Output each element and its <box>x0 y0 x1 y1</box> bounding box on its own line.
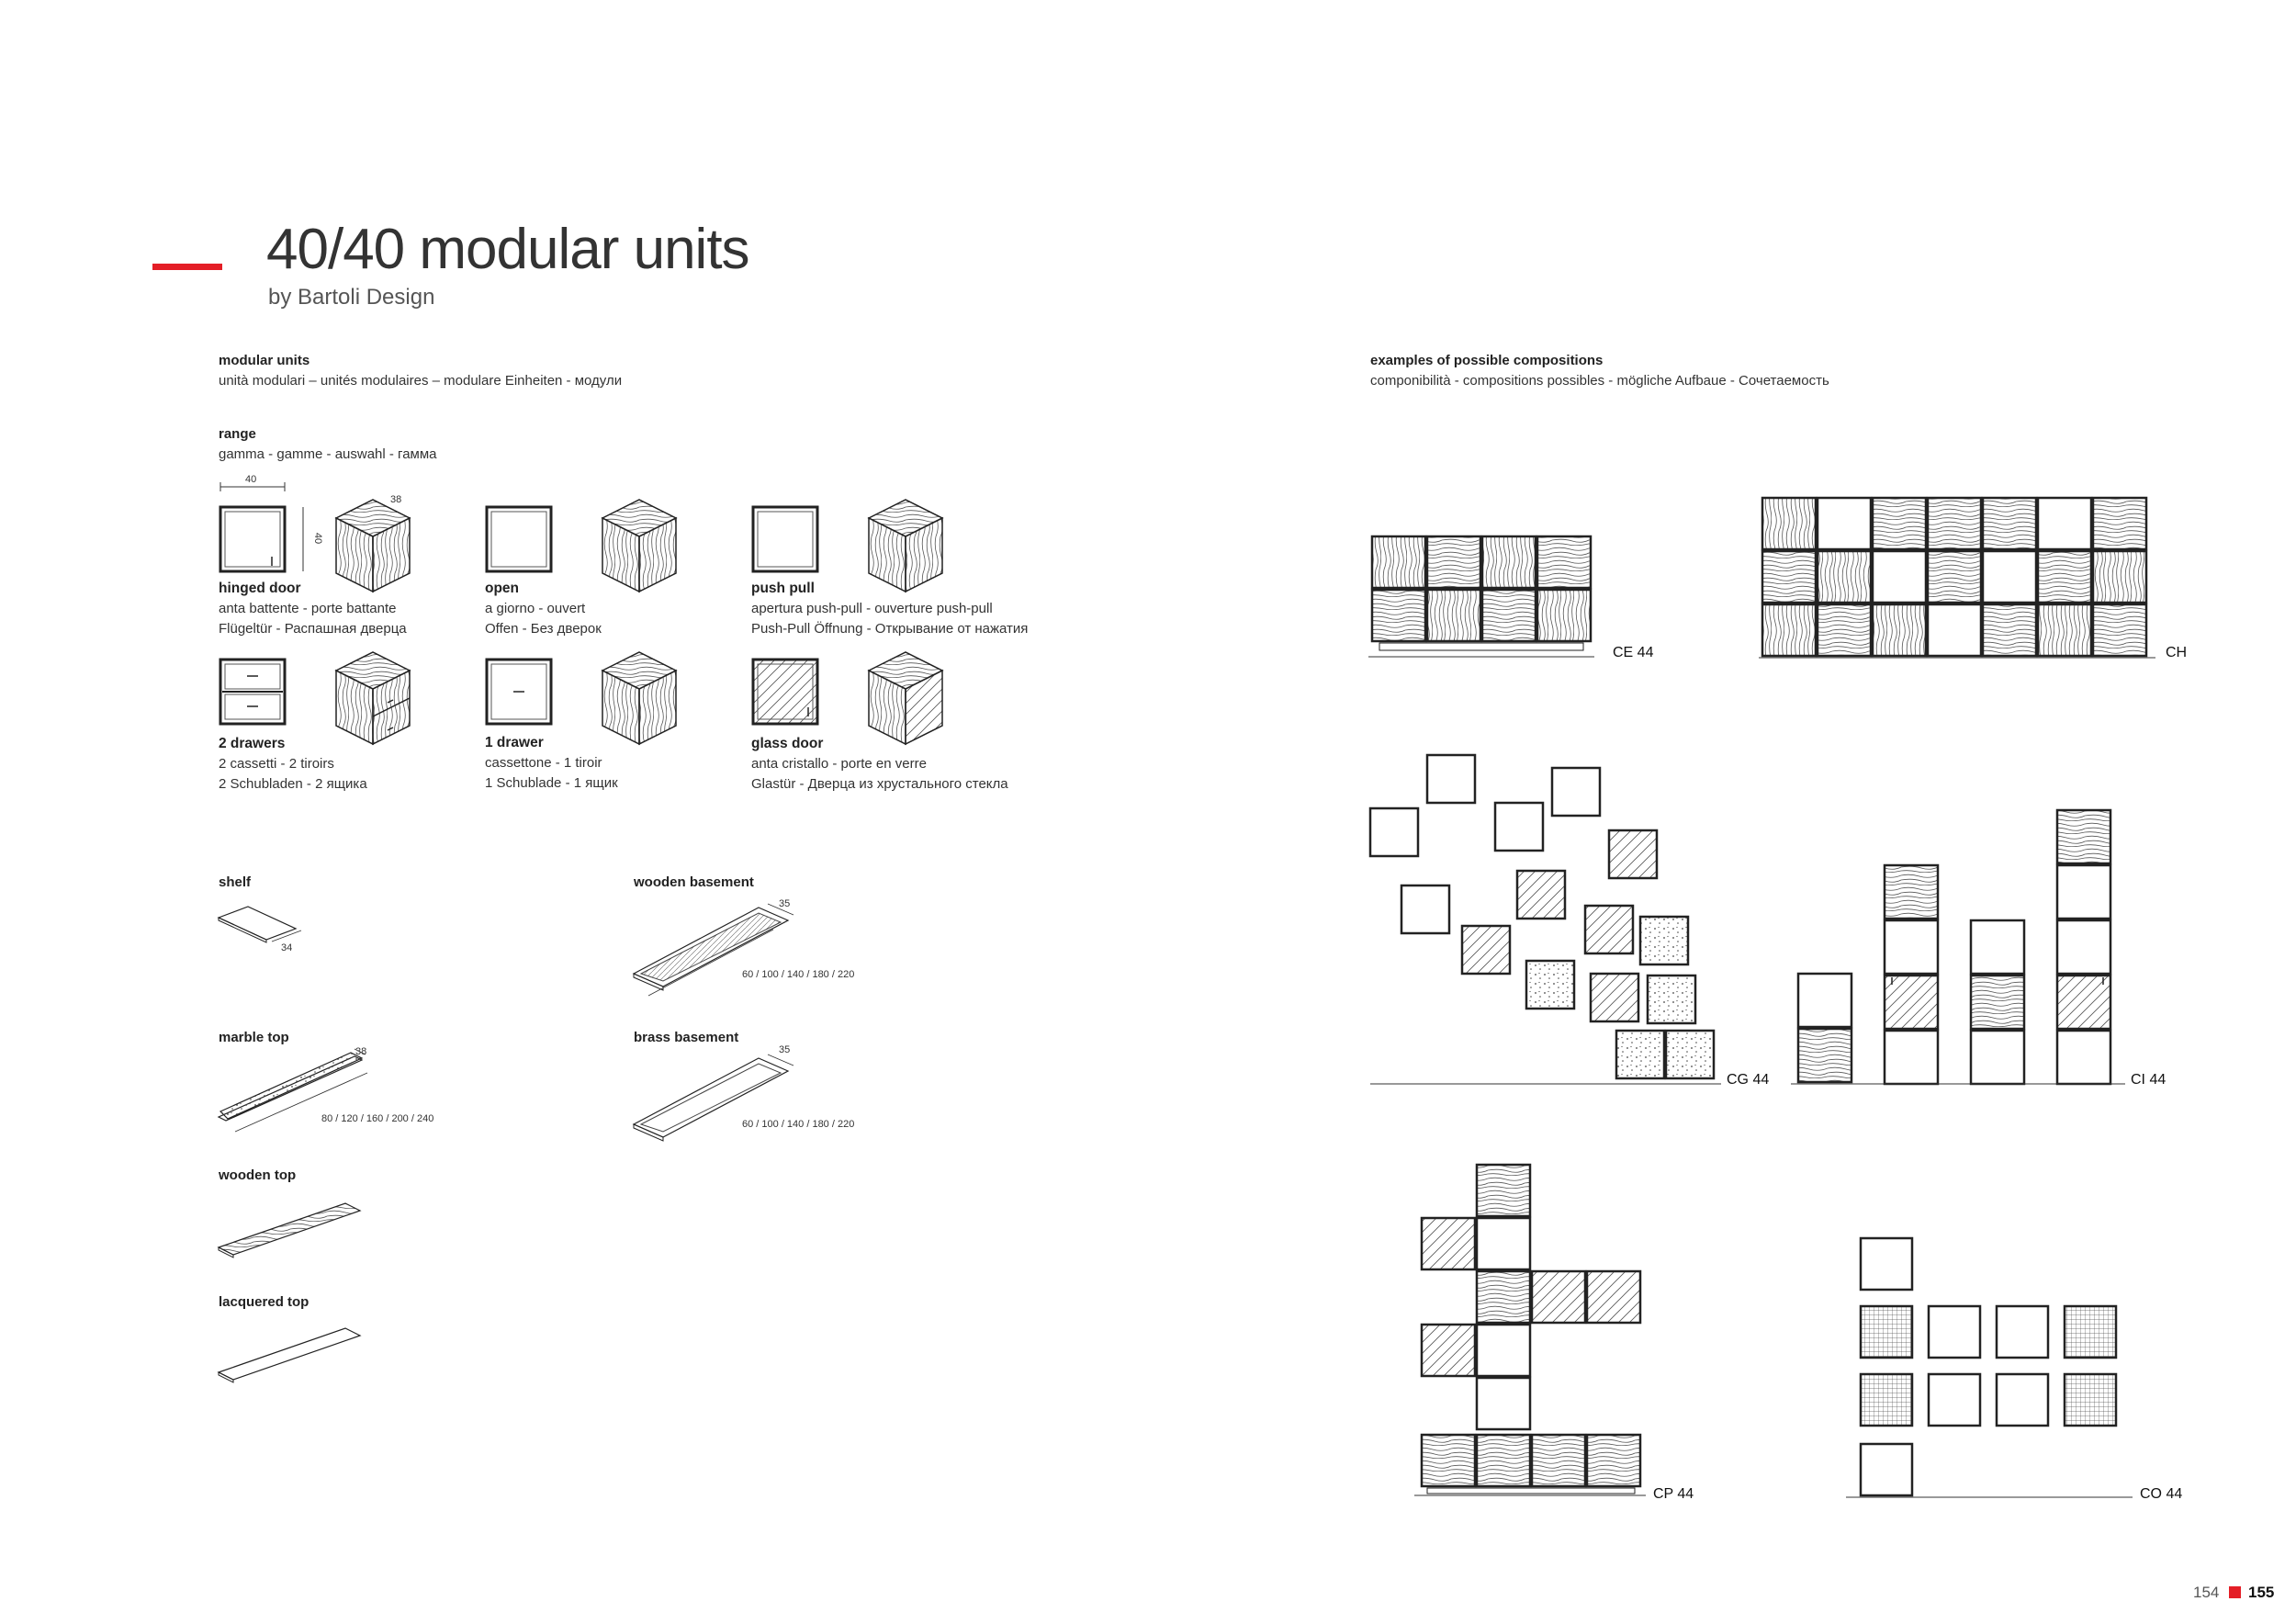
composition-ci44-label: CI 44 <box>2131 1072 2167 1088</box>
marble-top-drawing <box>217 1047 382 1139</box>
page-title: 40/40 modular units <box>266 218 749 281</box>
unit-name: push pull <box>751 581 815 596</box>
unit-hinged-door <box>219 579 407 639</box>
unit-open <box>485 579 602 639</box>
page-number-left: 154 <box>2193 1584 2220 1601</box>
page-subtitle: by Bartoli Design <box>268 285 435 310</box>
composition-cg44-drawing <box>1368 751 1727 1091</box>
composition-ch-drawing <box>1759 494 2163 660</box>
unit-line2: 2 Schubladen - 2 ящика <box>219 776 367 792</box>
wooden-basement-label: wooden basement <box>634 874 754 890</box>
composition-cp44-label: CP 44 <box>1653 1486 1694 1502</box>
range-heading: range <box>219 426 256 442</box>
unit-line1: anta battente - porte battante <box>219 601 397 616</box>
two-drawers-drawing <box>215 654 417 746</box>
unit-line1: apertura push-pull - ouverture push-pull <box>751 601 993 616</box>
composition-cg44-label: CG 44 <box>1727 1072 1770 1088</box>
unit-glass-door <box>751 734 1008 795</box>
unit-line2: Push-Pull Öffnung - Открывание от нажатия <box>751 621 1029 637</box>
title-accent-bar <box>152 264 222 270</box>
glass-door-drawing <box>748 654 950 746</box>
one-drawer-drawing <box>481 654 683 746</box>
range-translations: gamma - gamme - auswahl - гамма <box>219 446 437 462</box>
dim-depth: 38 <box>390 494 402 505</box>
composition-co44-label: CO 44 <box>2140 1486 2183 1502</box>
page-marker <box>2229 1586 2241 1598</box>
wooden-basement-drawing <box>630 900 805 1001</box>
unit-line1: anta cristallo - porte en verre <box>751 756 927 772</box>
unit-two-drawers <box>219 734 367 795</box>
unit-line1: 2 cassetti - 2 tiroirs <box>219 756 334 772</box>
wooden-basement-lengths: 60 / 100 / 140 / 180 / 220 <box>742 969 855 980</box>
unit-line1: a giorno - ouvert <box>485 601 586 616</box>
modular-units-heading: modular units <box>219 353 310 368</box>
lacquered-top-drawing <box>217 1321 364 1394</box>
composition-ce44-label: CE 44 <box>1613 645 1654 660</box>
unit-push-pull <box>751 579 1028 639</box>
unit-line2: Glastür - Дверца из хрустального стекла <box>751 776 1008 792</box>
marble-top-label: marble top <box>219 1030 289 1045</box>
page-number-right: 155 <box>2248 1584 2275 1601</box>
brass-basement-depth: 35 <box>779 1044 791 1055</box>
unit-line2: 1 Schublade - 1 ящик <box>485 775 618 791</box>
dim-width: 40 <box>245 474 257 485</box>
brass-basement-label: brass basement <box>634 1030 739 1045</box>
brass-basement-drawing <box>630 1051 805 1152</box>
compositions-heading: examples of possible compositions <box>1370 353 1604 368</box>
brass-basement-lengths: 60 / 100 / 140 / 180 / 220 <box>742 1119 855 1130</box>
unit-name: open <box>485 581 520 596</box>
shelf-drawing <box>217 905 309 951</box>
shelf-dim: 34 <box>281 942 293 953</box>
unit-name: 1 drawer <box>485 735 544 750</box>
unit-line2: Offen - Без дверок <box>485 621 602 637</box>
composition-ce44-drawing <box>1368 533 1598 661</box>
unit-line1: cassettone - 1 tiroir <box>485 755 602 771</box>
wooden-basement-depth: 35 <box>779 898 791 909</box>
unit-line2: Flügeltür - Распашная дверца <box>219 621 407 637</box>
shelf-label: shelf <box>219 874 252 890</box>
composition-ch-label: CH <box>2166 645 2188 660</box>
hinged-door-drawing <box>215 485 417 577</box>
lacquered-top-label: lacquered top <box>219 1294 310 1310</box>
unit-name: 2 drawers <box>219 736 286 751</box>
dim-height: 40 <box>312 532 324 545</box>
composition-ci44-drawing <box>1791 808 2140 1091</box>
modular-units-translations: unità modulari – unités modulaires – modulare Einheiten - модули <box>219 373 623 389</box>
unit-name: hinged door <box>219 581 301 596</box>
marble-top-lengths: 80 / 120 / 160 / 200 / 240 <box>321 1113 434 1124</box>
wooden-top-drawing <box>217 1196 364 1269</box>
wooden-top-label: wooden top <box>219 1167 297 1183</box>
composition-cp44-drawing <box>1414 1163 1653 1503</box>
composition-co44-drawing <box>1846 1236 2149 1503</box>
marble-top-depth: 38 <box>355 1046 367 1057</box>
compositions-translations: componibilità - compositions possibles - mögliche Aufbaue - Сочетаемость <box>1370 373 1829 389</box>
unit-one-drawer <box>485 733 618 794</box>
unit-name: glass door <box>751 736 824 751</box>
